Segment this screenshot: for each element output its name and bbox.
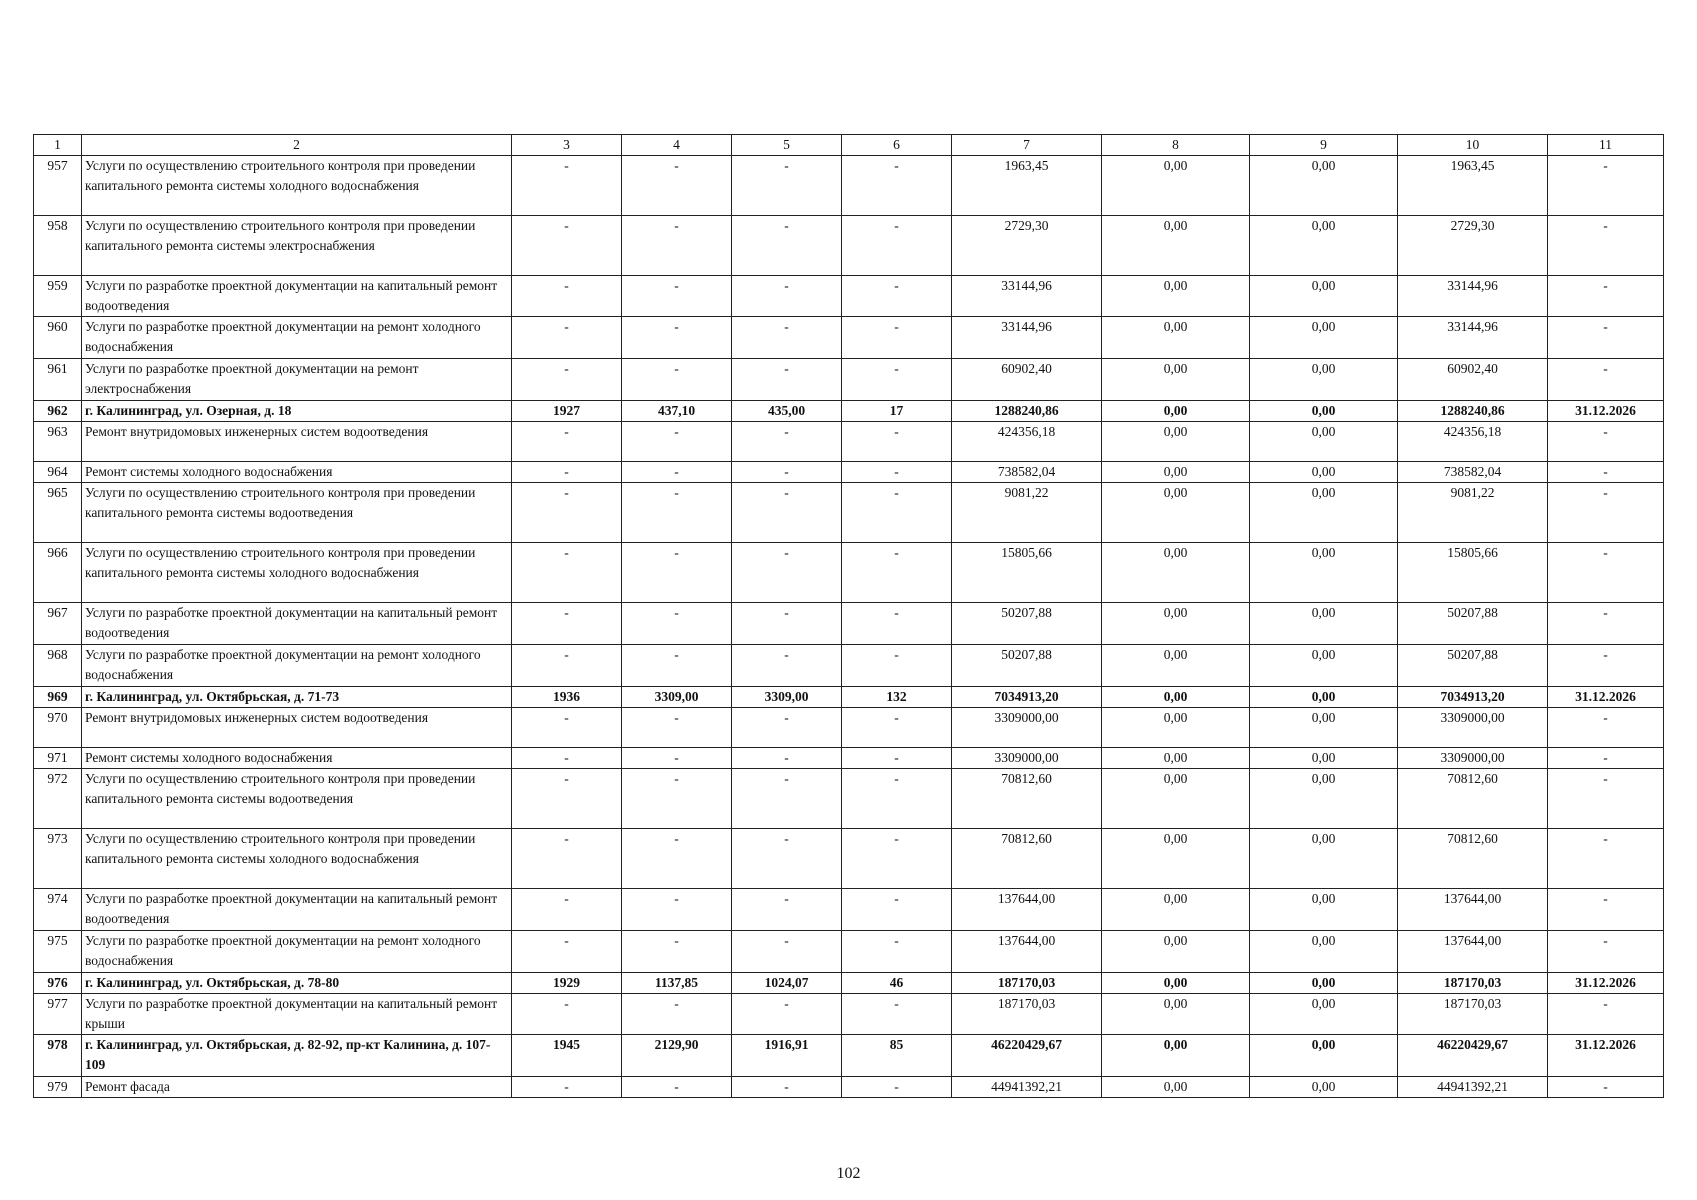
cell-col-10: 1288240,86 [1398,401,1548,422]
cell-col-6: - [842,156,952,216]
cell-col-5: - [732,156,842,216]
cell-col-11: 31.12.2026 [1548,401,1664,422]
cell-col-4: - [622,422,732,462]
table-row-address [34,401,1664,422]
cell-item-name: Услуги по осуществлению строительного контроля при проведении капитального ремонта системы холодного водоснабжения [82,156,512,216]
cell-item-name: Услуги по разработке проектной документации на ремонт холодного водоснабжения [82,931,512,973]
table-header-row [34,135,1664,156]
cell-col-3: - [512,422,622,462]
cell-row-number: 962 [34,401,82,422]
cell-col-5: - [732,603,842,645]
cell-col-9: 0,00 [1250,708,1398,748]
cell-col-9: 0,00 [1250,543,1398,603]
cell-row-number: 973 [34,829,82,889]
cell-col-3: 1936 [512,687,622,708]
column-header-6: 6 [842,135,952,156]
cell-col-9: 0,00 [1250,889,1398,931]
cell-col-9: 0,00 [1250,216,1398,276]
cell-col-3: 1945 [512,1035,622,1077]
cell-col-6: - [842,543,952,603]
cell-col-4: - [622,889,732,931]
table-row [34,889,1664,931]
cell-col-4: - [622,276,732,317]
cell-col-3: - [512,994,622,1035]
cell-col-6: - [842,422,952,462]
cell-col-5: - [732,276,842,317]
cell-col-7: 46220429,67 [952,1035,1102,1077]
cell-col-10: 50207,88 [1398,603,1548,645]
table-row [34,483,1664,543]
cell-item-name: Услуги по осуществлению строительного контроля при проведении капитального ремонта системы холодного водоснабжения [82,543,512,603]
cell-col-3: - [512,603,622,645]
cell-col-4: 1137,85 [622,973,732,994]
cell-item-name: Услуги по разработке проектной документации на капитальный ремонт водоотведения [82,276,512,317]
cell-col-9: 0,00 [1250,645,1398,687]
cell-col-11: 31.12.2026 [1548,687,1664,708]
table-row [34,422,1664,462]
cell-row-number: 959 [34,276,82,317]
cell-col-3: - [512,462,622,483]
cell-col-6: - [842,748,952,769]
cell-col-6: - [842,216,952,276]
cell-col-7: 137644,00 [952,931,1102,973]
cell-col-11: - [1548,645,1664,687]
cell-col-6: - [842,931,952,973]
cell-col-6: 17 [842,401,952,422]
cell-col-5: - [732,543,842,603]
cell-col-10: 44941392,21 [1398,1077,1548,1098]
cell-col-4: - [622,708,732,748]
cell-col-10: 137644,00 [1398,931,1548,973]
cell-col-8: 0,00 [1102,156,1250,216]
cell-col-5: 3309,00 [732,687,842,708]
cell-col-6: - [842,603,952,645]
cell-col-11: - [1548,769,1664,829]
cell-col-11: - [1548,216,1664,276]
cell-col-5: 435,00 [732,401,842,422]
cell-col-6: - [842,359,952,401]
cell-col-3: - [512,708,622,748]
cell-col-9: 0,00 [1250,1035,1398,1077]
cell-row-number: 976 [34,973,82,994]
cell-col-11: - [1548,156,1664,216]
cell-col-5: - [732,931,842,973]
cell-col-11: - [1548,748,1664,769]
cell-row-number: 961 [34,359,82,401]
cell-col-9: 0,00 [1250,687,1398,708]
cell-col-8: 0,00 [1102,931,1250,973]
table-row [34,276,1664,317]
cell-col-3: 1929 [512,973,622,994]
cell-col-7: 9081,22 [952,483,1102,543]
cell-col-6: - [842,769,952,829]
cell-item-name: Услуги по разработке проектной документации на капитальный ремонт водоотведения [82,603,512,645]
cell-col-10: 3309000,00 [1398,748,1548,769]
cell-col-5: 1916,91 [732,1035,842,1077]
cell-col-6: - [842,994,952,1035]
cell-col-4: - [622,483,732,543]
cell-col-4: - [622,317,732,359]
table-row [34,216,1664,276]
cell-col-7: 2729,30 [952,216,1102,276]
cell-col-4: - [622,1077,732,1098]
cell-col-5: - [732,483,842,543]
cell-col-9: 0,00 [1250,603,1398,645]
cell-col-11: - [1548,931,1664,973]
cell-col-8: 0,00 [1102,216,1250,276]
cell-col-7: 738582,04 [952,462,1102,483]
cell-row-number: 964 [34,462,82,483]
cell-col-11: - [1548,829,1664,889]
cell-col-3: - [512,156,622,216]
cell-col-3: - [512,359,622,401]
cell-col-4: - [622,769,732,829]
cell-col-10: 33144,96 [1398,276,1548,317]
cell-col-9: 0,00 [1250,769,1398,829]
cell-col-9: 0,00 [1250,422,1398,462]
cell-col-9: 0,00 [1250,931,1398,973]
cell-col-11: 31.12.2026 [1548,973,1664,994]
cell-col-11: - [1548,483,1664,543]
cell-col-10: 7034913,20 [1398,687,1548,708]
cell-col-7: 33144,96 [952,317,1102,359]
cell-col-3: - [512,748,622,769]
cell-col-4: - [622,603,732,645]
cell-col-3: - [512,216,622,276]
cell-row-number: 977 [34,994,82,1035]
cell-col-8: 0,00 [1102,1035,1250,1077]
cell-col-4: - [622,829,732,889]
cell-col-6: - [842,1077,952,1098]
cell-col-10: 50207,88 [1398,645,1548,687]
cell-col-11: - [1548,889,1664,931]
cell-col-7: 33144,96 [952,276,1102,317]
cell-col-5: - [732,359,842,401]
cell-col-8: 0,00 [1102,317,1250,359]
cell-col-8: 0,00 [1102,1077,1250,1098]
cell-col-8: 0,00 [1102,603,1250,645]
cell-item-name: г. Калининград, ул. Октябрьская, д. 78-80 [82,973,512,994]
cell-item-name: Услуги по осуществлению строительного контроля при проведении капитального ремонта системы холодного водоснабжения [82,829,512,889]
cell-item-name: Ремонт фасада [82,1077,512,1098]
cell-col-11: - [1548,1077,1664,1098]
cell-col-5: - [732,748,842,769]
cell-col-5: - [732,889,842,931]
cell-col-9: 0,00 [1250,401,1398,422]
cell-col-10: 9081,22 [1398,483,1548,543]
cell-col-8: 0,00 [1102,483,1250,543]
cell-col-8: 0,00 [1102,276,1250,317]
cell-col-7: 187170,03 [952,994,1102,1035]
cell-col-9: 0,00 [1250,317,1398,359]
cell-col-7: 50207,88 [952,645,1102,687]
cell-col-5: - [732,216,842,276]
column-header-7: 7 [952,135,1102,156]
cell-row-number: 974 [34,889,82,931]
cell-col-9: 0,00 [1250,276,1398,317]
cell-row-number: 979 [34,1077,82,1098]
cell-col-8: 0,00 [1102,462,1250,483]
cell-col-11: - [1548,462,1664,483]
cell-col-10: 15805,66 [1398,543,1548,603]
cell-col-3: - [512,483,622,543]
cell-item-name: г. Калининград, ул. Октябрьская, д. 82-92, пр-кт Калинина, д. 107-109 [82,1035,512,1077]
column-header-3: 3 [512,135,622,156]
cell-col-5: - [732,708,842,748]
table-row [34,359,1664,401]
cell-col-3: 1927 [512,401,622,422]
cell-item-name: Ремонт внутридомовых инженерных систем водоотведения [82,708,512,748]
cell-col-10: 137644,00 [1398,889,1548,931]
cell-col-9: 0,00 [1250,359,1398,401]
cell-col-6: - [842,645,952,687]
cell-col-6: - [842,276,952,317]
cell-col-4: 3309,00 [622,687,732,708]
cell-col-5: - [732,994,842,1035]
cell-col-5: - [732,1077,842,1098]
cell-col-5: - [732,645,842,687]
cell-col-3: - [512,645,622,687]
cell-col-9: 0,00 [1250,462,1398,483]
cell-col-5: 1024,07 [732,973,842,994]
column-header-11: 11 [1548,135,1664,156]
cell-col-4: - [622,748,732,769]
cell-col-8: 0,00 [1102,994,1250,1035]
cell-col-4: 437,10 [622,401,732,422]
table-row [34,645,1664,687]
cell-col-11: - [1548,422,1664,462]
cell-col-8: 0,00 [1102,645,1250,687]
cell-col-8: 0,00 [1102,889,1250,931]
cell-col-10: 3309000,00 [1398,708,1548,748]
cell-row-number: 972 [34,769,82,829]
cell-col-7: 3309000,00 [952,748,1102,769]
cell-col-7: 424356,18 [952,422,1102,462]
cell-col-7: 137644,00 [952,889,1102,931]
cell-col-8: 0,00 [1102,687,1250,708]
cell-col-9: 0,00 [1250,748,1398,769]
cell-col-7: 15805,66 [952,543,1102,603]
cell-col-8: 0,00 [1102,543,1250,603]
table-row [34,156,1664,216]
cell-col-9: 0,00 [1250,994,1398,1035]
cell-col-6: 46 [842,973,952,994]
cell-col-6: - [842,317,952,359]
cell-item-name: Ремонт системы холодного водоснабжения [82,462,512,483]
cell-row-number: 967 [34,603,82,645]
cell-col-9: 0,00 [1250,483,1398,543]
cell-col-11: - [1548,708,1664,748]
cell-item-name: г. Калининград, ул. Октябрьская, д. 71-73 [82,687,512,708]
table-body [34,156,1664,1098]
cell-col-10: 187170,03 [1398,973,1548,994]
table-row [34,603,1664,645]
cell-item-name: Ремонт внутридомовых инженерных систем водоотведения [82,422,512,462]
table-row [34,769,1664,829]
cell-col-10: 1963,45 [1398,156,1548,216]
table-row [34,748,1664,769]
column-header-2: 2 [82,135,512,156]
cell-col-11: 31.12.2026 [1548,1035,1664,1077]
cell-col-6: - [842,462,952,483]
cell-col-4: - [622,931,732,973]
cell-col-3: - [512,889,622,931]
cell-col-5: - [732,462,842,483]
page-number: 102 [836,1165,861,1182]
cell-item-name: г. Калининград, ул. Озерная, д. 18 [82,401,512,422]
cell-col-10: 738582,04 [1398,462,1548,483]
cell-item-name: Услуги по разработке проектной документации на ремонт электроснабжения [82,359,512,401]
cell-row-number: 966 [34,543,82,603]
cell-col-11: - [1548,317,1664,359]
table-row-address [34,973,1664,994]
cell-row-number: 970 [34,708,82,748]
cell-col-6: - [842,483,952,543]
cell-col-4: - [622,462,732,483]
cell-col-3: - [512,543,622,603]
column-header-9: 9 [1250,135,1398,156]
column-header-1: 1 [34,135,82,156]
cell-col-6: 132 [842,687,952,708]
cell-col-7: 7034913,20 [952,687,1102,708]
cell-col-10: 46220429,67 [1398,1035,1548,1077]
cell-col-8: 0,00 [1102,829,1250,889]
column-header-4: 4 [622,135,732,156]
column-header-8: 8 [1102,135,1250,156]
cell-col-5: - [732,769,842,829]
cell-col-3: - [512,931,622,973]
cell-col-10: 33144,96 [1398,317,1548,359]
cell-col-8: 0,00 [1102,422,1250,462]
cell-item-name: Услуги по осуществлению строительного контроля при проведении капитального ремонта системы водоотведения [82,483,512,543]
cell-col-11: - [1548,359,1664,401]
cell-col-9: 0,00 [1250,829,1398,889]
cell-col-5: - [732,829,842,889]
cell-col-6: - [842,829,952,889]
cell-col-10: 60902,40 [1398,359,1548,401]
table-row [34,994,1664,1035]
cell-col-10: 70812,60 [1398,829,1548,889]
column-header-5: 5 [732,135,842,156]
cell-col-3: - [512,829,622,889]
cell-item-name: Услуги по осуществлению строительного контроля при проведении капитального ремонта системы водоотведения [82,769,512,829]
cell-col-4: - [622,543,732,603]
cell-col-3: - [512,1077,622,1098]
cell-col-11: - [1548,603,1664,645]
cell-item-name: Ремонт системы холодного водоснабжения [82,748,512,769]
cell-row-number: 957 [34,156,82,216]
table-row [34,1077,1664,1098]
cell-item-name: Услуги по разработке проектной документации на капитальный ремонт водоотведения [82,889,512,931]
column-header-10: 10 [1398,135,1548,156]
cell-col-4: - [622,359,732,401]
table-row [34,543,1664,603]
cell-col-7: 60902,40 [952,359,1102,401]
cell-col-11: - [1548,994,1664,1035]
cell-col-10: 424356,18 [1398,422,1548,462]
cell-col-7: 1963,45 [952,156,1102,216]
cell-row-number: 963 [34,422,82,462]
cell-item-name: Услуги по разработке проектной документации на ремонт холодного водоснабжения [82,645,512,687]
table-row [34,829,1664,889]
table-row [34,708,1664,748]
cell-col-4: - [622,994,732,1035]
cell-col-10: 2729,30 [1398,216,1548,276]
cell-col-8: 0,00 [1102,748,1250,769]
cell-col-11: - [1548,543,1664,603]
cell-row-number: 975 [34,931,82,973]
cell-col-7: 3309000,00 [952,708,1102,748]
cell-col-7: 1288240,86 [952,401,1102,422]
cell-row-number: 971 [34,748,82,769]
table-row [34,931,1664,973]
table-row [34,462,1664,483]
cell-col-7: 44941392,21 [952,1077,1102,1098]
cell-col-6: 85 [842,1035,952,1077]
cell-col-3: - [512,317,622,359]
cell-col-8: 0,00 [1102,708,1250,748]
table-row-address [34,687,1664,708]
table-row [34,317,1664,359]
cell-col-8: 0,00 [1102,359,1250,401]
cell-col-9: 0,00 [1250,156,1398,216]
cell-row-number: 958 [34,216,82,276]
cell-col-4: - [622,645,732,687]
cell-row-number: 969 [34,687,82,708]
cell-col-4: 2129,90 [622,1035,732,1077]
cell-col-11: - [1548,276,1664,317]
cell-col-6: - [842,708,952,748]
cell-col-8: 0,00 [1102,401,1250,422]
cell-col-9: 0,00 [1250,973,1398,994]
cell-row-number: 978 [34,1035,82,1077]
data-table [33,134,1664,1098]
cell-col-4: - [622,156,732,216]
cell-col-7: 70812,60 [952,829,1102,889]
cell-col-10: 187170,03 [1398,994,1548,1035]
cell-col-9: 0,00 [1250,1077,1398,1098]
cell-col-8: 0,00 [1102,973,1250,994]
cell-row-number: 960 [34,317,82,359]
cell-col-8: 0,00 [1102,769,1250,829]
cell-col-6: - [842,889,952,931]
cell-col-7: 50207,88 [952,603,1102,645]
cell-col-5: - [732,317,842,359]
cell-row-number: 968 [34,645,82,687]
cell-item-name: Услуги по разработке проектной документации на ремонт холодного водоснабжения [82,317,512,359]
cell-col-3: - [512,769,622,829]
cell-col-4: - [622,216,732,276]
cell-row-number: 965 [34,483,82,543]
cell-col-7: 70812,60 [952,769,1102,829]
cell-col-7: 187170,03 [952,973,1102,994]
table-row-address [34,1035,1664,1077]
cell-col-3: - [512,276,622,317]
cell-col-10: 70812,60 [1398,769,1548,829]
cell-item-name: Услуги по осуществлению строительного контроля при проведении капитального ремонта системы электроснабжения [82,216,512,276]
cell-col-5: - [732,422,842,462]
cell-item-name: Услуги по разработке проектной документации на капитальный ремонт крыши [82,994,512,1035]
